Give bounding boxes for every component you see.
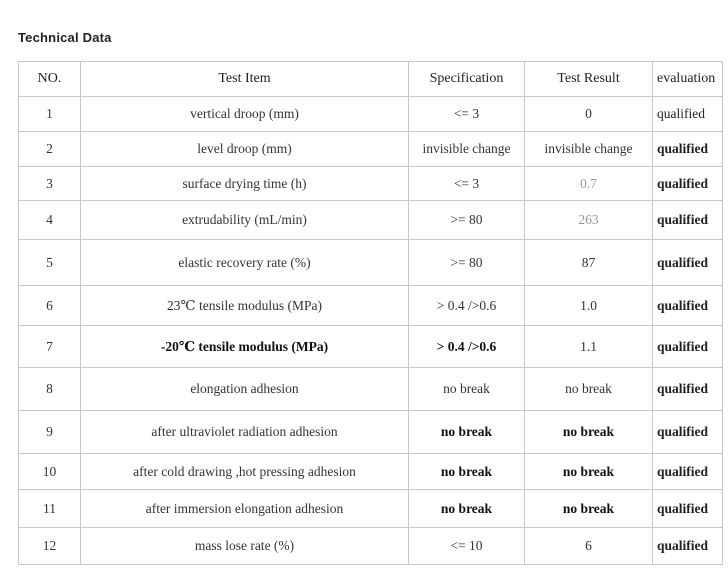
table-row <box>19 368 723 411</box>
table-row <box>19 286 723 326</box>
table-row <box>19 411 723 454</box>
table-row <box>19 201 723 240</box>
row-no: 11 <box>19 490 81 528</box>
row-specification: <= 3 <box>409 167 525 201</box>
row-test-item: surface drying time (h) <box>81 167 409 201</box>
header-evaluation: evaluation <box>653 62 723 97</box>
header-test-result: Test Result <box>525 62 653 97</box>
row-no: 10 <box>19 454 81 490</box>
row-test-result: 6 <box>525 528 653 565</box>
row-no: 1 <box>19 97 81 132</box>
row-test-item: after cold drawing ,hot pressing adhesion <box>81 454 409 490</box>
row-no: 7 <box>19 326 81 368</box>
technical-data-table <box>18 61 723 565</box>
section-title: Technical Data <box>18 30 112 45</box>
row-test-result: invisible change <box>525 132 653 167</box>
row-test-result: no break <box>525 490 653 528</box>
row-no: 12 <box>19 528 81 565</box>
row-test-item: level droop (mm) <box>81 132 409 167</box>
header-specification: Specification <box>409 62 525 97</box>
row-test-result: 1.0 <box>525 286 653 326</box>
row-no: 3 <box>19 167 81 201</box>
row-evaluation: qualified <box>653 132 723 167</box>
table-row <box>19 97 723 132</box>
row-evaluation: qualified <box>653 326 723 368</box>
row-specification: > 0.4 />0.6 <box>409 286 525 326</box>
row-specification: <= 3 <box>409 97 525 132</box>
row-specification: <= 10 <box>409 528 525 565</box>
row-test-item: elongation adhesion <box>81 368 409 411</box>
row-test-result: 87 <box>525 240 653 286</box>
row-test-result: 0 <box>525 97 653 132</box>
row-specification: invisible change <box>409 132 525 167</box>
table-row <box>19 326 723 368</box>
row-no: 8 <box>19 368 81 411</box>
row-specification: >= 80 <box>409 240 525 286</box>
row-test-result: 263 <box>525 201 653 240</box>
table-row <box>19 132 723 167</box>
row-evaluation: qualified <box>653 490 723 528</box>
row-test-result: 1.1 <box>525 326 653 368</box>
row-evaluation: qualified <box>653 454 723 490</box>
row-test-result: no break <box>525 368 653 411</box>
row-test-item: extrudability (mL/min) <box>81 201 409 240</box>
row-specification: no break <box>409 490 525 528</box>
table-row <box>19 167 723 201</box>
table-row <box>19 490 723 528</box>
row-evaluation: qualified <box>653 528 723 565</box>
row-evaluation: qualified <box>653 97 723 132</box>
row-no: 4 <box>19 201 81 240</box>
table-row <box>19 454 723 490</box>
row-evaluation: qualified <box>653 368 723 411</box>
header-no: NO. <box>19 62 81 97</box>
row-test-result: no break <box>525 411 653 454</box>
row-evaluation: qualified <box>653 167 723 201</box>
row-test-item: after immersion elongation adhesion <box>81 490 409 528</box>
row-specification: no break <box>409 454 525 490</box>
table-row <box>19 528 723 565</box>
row-specification: >= 80 <box>409 201 525 240</box>
row-evaluation: qualified <box>653 201 723 240</box>
row-test-item: vertical droop (mm) <box>81 97 409 132</box>
row-no: 2 <box>19 132 81 167</box>
row-test-item: 23℃ tensile modulus (MPa) <box>81 286 409 326</box>
table-row <box>19 240 723 286</box>
row-evaluation: qualified <box>653 240 723 286</box>
row-test-result: 0.7 <box>525 167 653 201</box>
row-no: 5 <box>19 240 81 286</box>
row-specification: no break <box>409 411 525 454</box>
row-evaluation: qualified <box>653 286 723 326</box>
row-no: 9 <box>19 411 81 454</box>
row-specification: no break <box>409 368 525 411</box>
row-specification: > 0.4 />0.6 <box>409 326 525 368</box>
row-evaluation: qualified <box>653 411 723 454</box>
row-test-item: mass lose rate (%) <box>81 528 409 565</box>
table-header-row <box>19 62 723 97</box>
row-test-item: after ultraviolet radiation adhesion <box>81 411 409 454</box>
row-test-item: elastic recovery rate (%) <box>81 240 409 286</box>
row-test-item: -20℃ tensile modulus (MPa) <box>81 326 409 368</box>
row-test-result: no break <box>525 454 653 490</box>
row-no: 6 <box>19 286 81 326</box>
header-test-item: Test Item <box>81 62 409 97</box>
